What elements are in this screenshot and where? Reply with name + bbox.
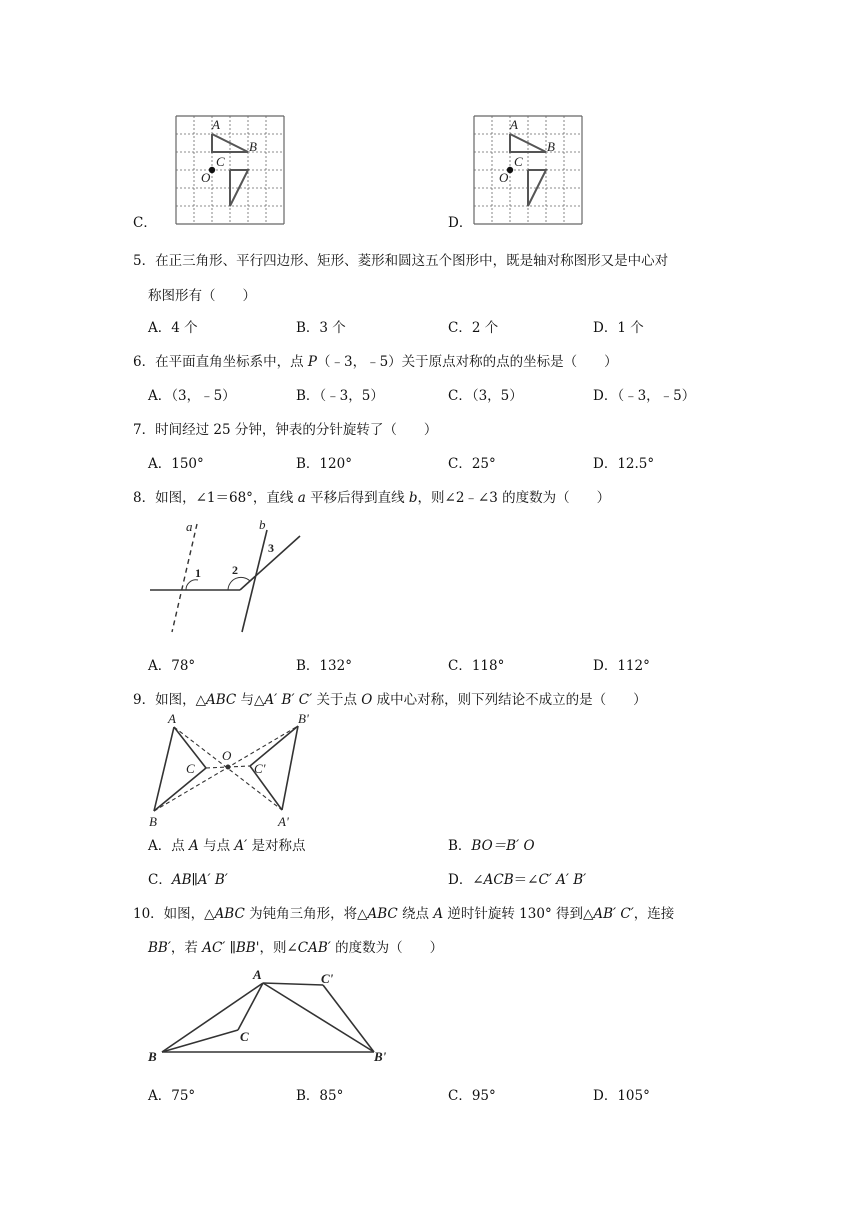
q5-stem-line1: 5．在正三角形、平行四边形、矩形、菱形和圆这五个图形中，既是轴对称图形又是中心对 <box>133 253 669 269</box>
q6-option-c: C．（3，5） <box>448 388 523 404</box>
q9-option-b: B．BO＝B′ O <box>448 838 535 854</box>
q5-stem-line2: 称图形有（ ） <box>148 288 256 304</box>
q6-stem: 6．在平面直角坐标系中，点 P（﹣3，﹣5）关于原点对称的点的坐标是（ ） <box>133 354 618 370</box>
q5-option-c: C．2 个 <box>448 320 499 336</box>
q8-option-c: C．118° <box>448 658 505 674</box>
q7-option-c: C．25° <box>448 456 496 472</box>
q8-angle-2: 2 <box>232 563 238 577</box>
q4c-grid-label-o: O <box>201 170 211 185</box>
q8-stem: 8．如图，∠1＝68°，直线 a 平移后得到直线 b，则∠2﹣∠3 的度数为（ ） <box>133 490 611 506</box>
q8-angle-3: 3 <box>268 541 274 555</box>
q10-label-b: B <box>148 1049 157 1064</box>
q10-option-d: D．105° <box>593 1088 650 1104</box>
q4-option-c-label: C． <box>133 215 157 231</box>
q8-option-a: A．78° <box>148 658 196 674</box>
q9-label-c: C <box>186 761 195 776</box>
q9-label-c-prime: C' <box>254 761 266 776</box>
q9-option-d: D．∠ACB＝∠C′ A′ B′ <box>448 872 587 888</box>
q4d-grid-label-a: A <box>510 117 518 132</box>
q9-label-o: O <box>222 748 232 763</box>
q4c-grid-label-b: B <box>249 139 257 154</box>
q5-option-a: A．4 个 <box>148 320 198 336</box>
q10-label-a: A <box>253 967 262 982</box>
q8-angle-1: 1 <box>195 566 201 580</box>
q4c-grid-label-a: A <box>212 117 220 132</box>
q7-option-a: A．150° <box>148 456 204 472</box>
q9-label-a-prime: A' <box>278 814 289 829</box>
q10-label-c-prime: C' <box>321 971 334 986</box>
q7-option-d: D．12.5° <box>593 456 655 472</box>
q10-label-b-prime: B' <box>374 1049 387 1064</box>
q6-option-a: A．（3，﹣5） <box>148 388 236 404</box>
q4d-grid-label-c: C <box>514 154 523 169</box>
q8-label-a: a <box>186 519 193 534</box>
q10-option-b: B．85° <box>296 1088 344 1104</box>
q5-option-b: B．3 个 <box>296 320 346 336</box>
q4d-grid-label-o: O <box>499 170 509 185</box>
q4c-grid-label-c: C <box>216 154 225 169</box>
q8-label-b: b <box>259 517 266 532</box>
q9-label-b-prime: B' <box>298 711 309 726</box>
q9-label-b: B <box>149 814 157 829</box>
q9-label-a: A <box>168 711 176 726</box>
q7-stem: 7．时间经过 25 分钟，钟表的分针旋转了（ ） <box>133 422 438 438</box>
q4-option-d-label: D． <box>448 215 473 231</box>
q5-option-d: D．1 个 <box>593 320 644 336</box>
q8-option-b: B．132° <box>296 658 352 674</box>
q10-option-a: A．75° <box>148 1088 196 1104</box>
q10-option-c: C．95° <box>448 1088 496 1104</box>
q9-option-a: A．点 A 与点 A′ 是对称点 <box>148 838 306 854</box>
q6-option-b: B．（﹣3，5） <box>296 388 384 404</box>
q10-stem-line1: 10．如图，△ABC 为钝角三角形，将△ABC 绕点 A 逆时针旋转 130° 得到△AB′ C′，连接 <box>133 906 675 922</box>
q6-option-d: D．（﹣3，﹣5） <box>593 388 696 404</box>
q10-stem-line2: BB′，若 AC′ ∥BB'，则∠CAB′ 的度数为（ ） <box>148 940 444 956</box>
q7-option-b: B．120° <box>296 456 352 472</box>
q9-option-c: C．AB∥A′ B′ <box>148 872 228 888</box>
q8-option-d: D．112° <box>593 658 650 674</box>
q4d-grid-label-b: B <box>547 139 555 154</box>
q9-stem: 9．如图，△ABC 与△A′ B′ C′ 关于点 O 成中心对称，则下列结论不成立的是（ ） <box>133 692 647 708</box>
q10-label-c: C <box>240 1029 249 1044</box>
